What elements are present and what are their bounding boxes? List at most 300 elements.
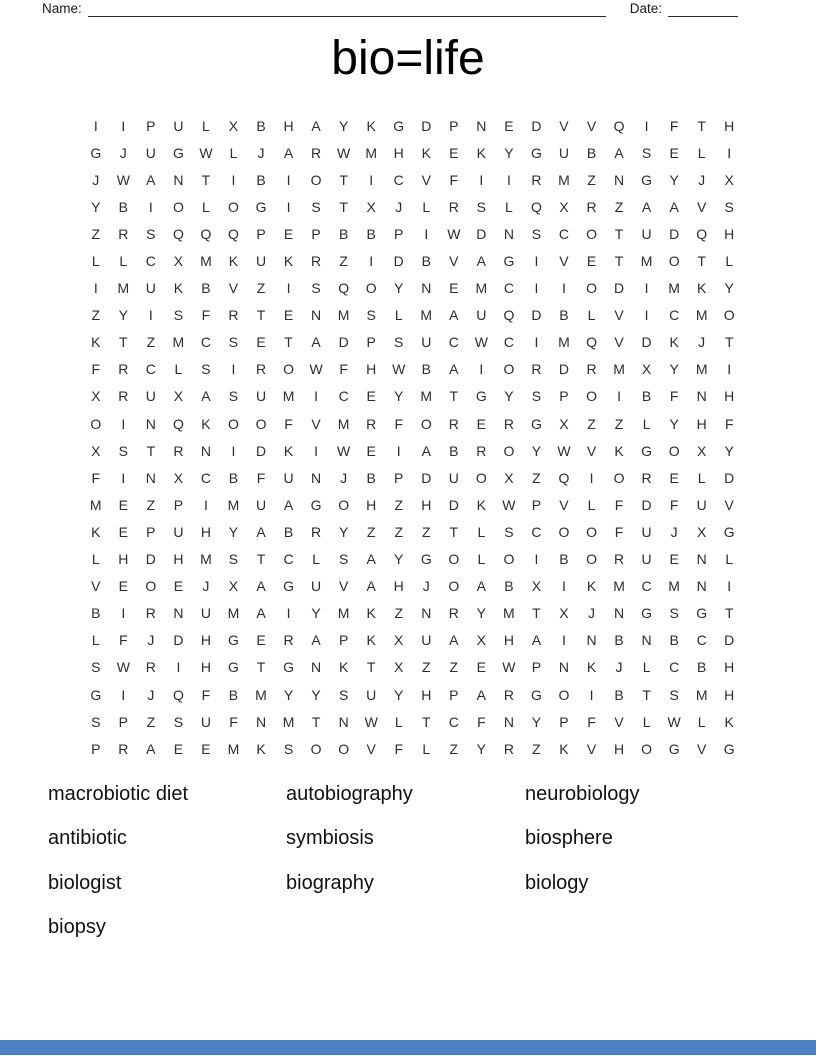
grid-letter: N bbox=[696, 578, 707, 595]
grid-letter: M bbox=[117, 280, 130, 297]
grid-letter: R bbox=[118, 740, 129, 757]
grid-letter: Z bbox=[146, 713, 156, 730]
grid-letter: O bbox=[503, 442, 515, 459]
grid-letter: O bbox=[90, 415, 102, 432]
grid-letter: W bbox=[199, 144, 213, 161]
grid-letter: O bbox=[228, 415, 239, 432]
word-list-item: biologist bbox=[48, 871, 122, 894]
grid-letter: K bbox=[228, 253, 239, 270]
grid-letter: Z bbox=[394, 523, 403, 540]
grid-letter: H bbox=[200, 659, 211, 676]
grid-letter: G bbox=[420, 551, 432, 568]
grid-letter: G bbox=[723, 740, 735, 757]
grid-letter: G bbox=[310, 496, 322, 513]
grid-letter: F bbox=[449, 171, 459, 188]
grid-letter: E bbox=[476, 415, 487, 432]
grid-letter: L bbox=[587, 496, 596, 513]
grid-letter: H bbox=[173, 551, 184, 568]
grid-letter: H bbox=[724, 686, 735, 703]
grid-letter: R bbox=[448, 415, 459, 432]
grid-letter: K bbox=[283, 253, 294, 270]
grid-letter: H bbox=[503, 632, 514, 649]
grid-letter: X bbox=[531, 578, 542, 595]
grid-letter: L bbox=[725, 551, 734, 568]
grid-letter: I bbox=[644, 280, 649, 297]
grid-letter: I bbox=[231, 171, 236, 188]
grid-letter: U bbox=[283, 469, 294, 486]
grid-letter: T bbox=[119, 334, 128, 351]
grid-letter: S bbox=[201, 361, 211, 378]
grid-letter: Y bbox=[394, 280, 404, 297]
grid-letter: N bbox=[696, 551, 707, 568]
grid-letter: I bbox=[286, 605, 291, 622]
grid-letter: N bbox=[586, 632, 597, 649]
grid-letter: P bbox=[91, 740, 101, 757]
grid-letter: K bbox=[91, 334, 101, 351]
grid-letter: O bbox=[338, 496, 350, 513]
name-blank-line bbox=[88, 2, 606, 17]
grid-letter: W bbox=[364, 713, 378, 730]
grid-letter: F bbox=[669, 496, 679, 513]
grid-letter: U bbox=[173, 117, 184, 134]
grid-letter: V bbox=[614, 307, 624, 324]
grid-letter: A bbox=[146, 171, 156, 188]
grid-letter: X bbox=[476, 632, 487, 649]
grid-letter: R bbox=[586, 361, 597, 378]
grid-letter: T bbox=[256, 551, 266, 568]
grid-letter: Q bbox=[613, 117, 625, 134]
grid-letter: I bbox=[534, 253, 539, 270]
grid-letter: V bbox=[586, 117, 597, 134]
grid-letter: U bbox=[145, 144, 156, 161]
grid-letter: L bbox=[587, 307, 596, 324]
grid-letter: M bbox=[337, 605, 350, 622]
grid-letter: I bbox=[589, 686, 594, 703]
grid-letter: R bbox=[228, 307, 239, 324]
grid-letter: W bbox=[116, 659, 130, 676]
grid-letter: V bbox=[586, 442, 597, 459]
grid-letter: M bbox=[200, 253, 212, 270]
grid-letter: F bbox=[339, 361, 348, 378]
grid-letter: N bbox=[503, 713, 514, 730]
grid-letter: Z bbox=[146, 496, 156, 513]
word-list-item: autobiography bbox=[286, 783, 413, 805]
grid-letter: A bbox=[449, 307, 459, 324]
grid-letter: R bbox=[173, 442, 184, 459]
grid-letter: X bbox=[394, 659, 404, 676]
grid-letter: C bbox=[448, 334, 459, 351]
grid-letter: P bbox=[118, 713, 128, 730]
grid-letter: V bbox=[697, 198, 707, 215]
grid-letter: B bbox=[421, 253, 431, 270]
grid-letter: J bbox=[92, 171, 100, 188]
grid-letter: Z bbox=[339, 253, 348, 270]
grid-letter: T bbox=[724, 605, 734, 622]
grid-letter: E bbox=[449, 144, 459, 161]
grid-letter: Y bbox=[531, 713, 542, 730]
grid-letter: V bbox=[559, 496, 569, 513]
grid-letter: F bbox=[614, 496, 624, 513]
grid-letter: B bbox=[228, 686, 239, 703]
grid-letter: O bbox=[255, 415, 267, 432]
grid-letter: N bbox=[641, 632, 652, 649]
grid-letter: M bbox=[227, 605, 240, 622]
word-list-item: biography bbox=[286, 871, 374, 894]
grid-letter: M bbox=[365, 144, 378, 161]
grid-letter: P bbox=[256, 225, 266, 242]
grid-letter: L bbox=[477, 523, 486, 540]
grid-letter: K bbox=[476, 496, 487, 513]
grid-letter: J bbox=[147, 686, 155, 703]
grid-letter: H bbox=[366, 361, 377, 378]
grid-letter: M bbox=[89, 496, 102, 513]
grid-letter: B bbox=[559, 307, 569, 324]
grid-letter: Z bbox=[394, 496, 403, 513]
grid-letter: X bbox=[697, 442, 707, 459]
grid-letter: X bbox=[559, 198, 569, 215]
grid-letter: L bbox=[642, 415, 651, 432]
grid-letter: S bbox=[146, 225, 156, 242]
grid-letter: B bbox=[421, 361, 431, 378]
grid-letter: M bbox=[200, 551, 212, 568]
grid-letter: U bbox=[200, 605, 211, 622]
grid-letter: Y bbox=[338, 523, 349, 540]
grid-letter: B bbox=[118, 198, 128, 215]
grid-letter: C bbox=[531, 523, 542, 540]
grid-letter: B bbox=[669, 632, 679, 649]
grid-letter: E bbox=[256, 334, 266, 351]
grid-letter: L bbox=[477, 551, 486, 568]
grid-letter: S bbox=[228, 334, 239, 351]
grid-letter: L bbox=[229, 144, 238, 161]
word-list bbox=[48, 779, 768, 957]
grid-letter: A bbox=[256, 578, 266, 595]
grid-letter: A bbox=[311, 117, 321, 134]
grid-letter: N bbox=[613, 171, 625, 188]
grid-letter: V bbox=[724, 496, 734, 513]
grid-letter: L bbox=[642, 713, 651, 730]
grid-letter: L bbox=[312, 551, 320, 568]
grid-letter: K bbox=[173, 280, 184, 297]
grid-letter: T bbox=[284, 334, 293, 351]
grid-letter: A bbox=[283, 144, 294, 161]
grid-letter: L bbox=[174, 361, 183, 378]
grid-letter: V bbox=[421, 171, 431, 188]
grid-letter: T bbox=[311, 713, 321, 730]
grid-letter: M bbox=[695, 686, 708, 703]
grid-letter: D bbox=[531, 307, 542, 324]
grid-letter: B bbox=[614, 686, 624, 703]
grid-letter: U bbox=[641, 551, 652, 568]
grid-letter: O bbox=[503, 551, 515, 568]
grid-letter: T bbox=[449, 388, 459, 405]
grid-letter: J bbox=[698, 171, 706, 188]
grid-letter: Y bbox=[724, 280, 734, 297]
grid-letter: E bbox=[173, 578, 184, 595]
grid-letter: Z bbox=[587, 171, 596, 188]
grid-letter: I bbox=[286, 280, 291, 297]
grid-letter: T bbox=[449, 523, 459, 540]
grid-letter: Q bbox=[558, 469, 570, 486]
grid-letter: O bbox=[448, 578, 460, 595]
grid-letter: F bbox=[201, 686, 211, 703]
grid-letter: F bbox=[119, 632, 128, 649]
grid-letter: M bbox=[420, 388, 433, 405]
grid-letter: W bbox=[392, 361, 406, 378]
grid-letter: Y bbox=[394, 388, 404, 405]
grid-letter: Z bbox=[614, 415, 624, 432]
grid-letter: A bbox=[311, 632, 321, 649]
grid-letter: A bbox=[366, 551, 376, 568]
grid-letter: I bbox=[644, 117, 649, 134]
grid-letter: M bbox=[668, 578, 680, 595]
grid-letter: E bbox=[256, 632, 266, 649]
grid-letter: E bbox=[118, 496, 128, 513]
grid-letter: T bbox=[256, 659, 266, 676]
grid-letter: N bbox=[200, 442, 211, 459]
grid-letter: W bbox=[116, 171, 130, 188]
grid-letter: F bbox=[614, 523, 624, 540]
puzzle-title: bio=life bbox=[331, 32, 485, 85]
grid-letter: C bbox=[338, 388, 349, 405]
grid-letter: S bbox=[173, 713, 184, 730]
grid-letter: K bbox=[586, 659, 597, 676]
grid-letter: I bbox=[148, 198, 153, 215]
grid-letter: O bbox=[448, 551, 460, 568]
grid-letter: V bbox=[311, 415, 321, 432]
grid-letter: I bbox=[562, 632, 566, 649]
grid-letter: S bbox=[641, 144, 652, 161]
grid-letter: W bbox=[502, 659, 516, 676]
grid-letter: B bbox=[504, 578, 514, 595]
grid-letter: U bbox=[448, 469, 459, 486]
grid-letter: P bbox=[449, 686, 459, 703]
grid-letter: U bbox=[255, 388, 267, 405]
grid-letter: O bbox=[586, 388, 597, 405]
grid-letter: P bbox=[394, 225, 404, 242]
grid-letter: I bbox=[369, 171, 374, 188]
grid-letter: O bbox=[586, 280, 597, 297]
grid-letter: H bbox=[283, 117, 294, 134]
grid-letter: N bbox=[311, 659, 322, 676]
grid-letter: L bbox=[697, 469, 706, 486]
grid-letter: I bbox=[534, 280, 539, 297]
grid-letter: I bbox=[506, 171, 511, 188]
grid-letter: O bbox=[723, 307, 735, 324]
grid-letter: I bbox=[176, 659, 181, 676]
grid-letter: I bbox=[93, 280, 98, 297]
grid-letter: S bbox=[91, 659, 101, 676]
grid-letter: K bbox=[421, 144, 431, 161]
word-list-item: biosphere bbox=[525, 827, 613, 850]
grid-letter: F bbox=[587, 713, 596, 730]
grid-letter: O bbox=[558, 523, 570, 540]
grid-letter: K bbox=[724, 713, 734, 730]
grid-letter: O bbox=[420, 415, 432, 432]
grid-letter: L bbox=[91, 551, 100, 568]
grid-letter: M bbox=[558, 171, 570, 188]
grid-letter: H bbox=[724, 388, 735, 405]
grid-letter: Z bbox=[587, 415, 596, 432]
grid-letter: G bbox=[723, 523, 735, 540]
grid-letter: D bbox=[641, 496, 652, 513]
grid-letter: C bbox=[283, 551, 294, 568]
grid-letter: C bbox=[669, 659, 680, 676]
grid-letter: G bbox=[696, 605, 708, 622]
grid-letter: O bbox=[641, 740, 653, 757]
grid-letter: G bbox=[530, 144, 542, 161]
grid-letter: Z bbox=[614, 198, 624, 215]
grid-letter: L bbox=[91, 632, 100, 649]
grid-letter: W bbox=[337, 442, 351, 459]
grid-letter: Y bbox=[504, 388, 514, 405]
grid-letter: I bbox=[121, 686, 126, 703]
grid-letter: T bbox=[146, 442, 156, 459]
grid-letter: B bbox=[366, 225, 376, 242]
grid-letter: A bbox=[476, 686, 487, 703]
grid-letter: C bbox=[503, 334, 514, 351]
grid-letter: T bbox=[697, 253, 706, 270]
grid-letter: Y bbox=[669, 171, 679, 188]
grid-letter: B bbox=[614, 632, 624, 649]
grid-letter: I bbox=[286, 198, 291, 215]
grid-letter: H bbox=[724, 659, 735, 676]
grid-letter: A bbox=[641, 198, 652, 215]
grid-letter: V bbox=[586, 740, 597, 757]
grid-letter: C bbox=[558, 225, 570, 242]
grid-letter: R bbox=[531, 171, 542, 188]
grid-letter: V bbox=[366, 740, 376, 757]
grid-letter: K bbox=[256, 740, 266, 757]
grid-letter: F bbox=[724, 415, 734, 432]
grid-letter: G bbox=[475, 388, 487, 405]
grid-letter: Q bbox=[696, 225, 708, 242]
grid-letter: X bbox=[394, 632, 404, 649]
grid-letter: C bbox=[669, 307, 680, 324]
grid-letter: U bbox=[145, 388, 156, 405]
grid-letter: L bbox=[422, 198, 431, 215]
grid-letter: L bbox=[642, 659, 651, 676]
grid-letter: N bbox=[173, 605, 184, 622]
grid-letter: O bbox=[668, 442, 680, 459]
grid-letter: U bbox=[421, 334, 432, 351]
grid-letter: E bbox=[118, 578, 128, 595]
grid-letter: D bbox=[421, 469, 432, 486]
grid-letter: R bbox=[145, 659, 156, 676]
grid-letter: Q bbox=[338, 280, 350, 297]
grid-letter: A bbox=[366, 578, 376, 595]
date-label: Date: bbox=[629, 1, 663, 16]
grid-letter: R bbox=[503, 740, 514, 757]
grid-letter: S bbox=[531, 388, 542, 405]
grid-letter: Y bbox=[311, 605, 321, 622]
grid-letter: Y bbox=[394, 686, 404, 703]
grid-letter: A bbox=[256, 605, 266, 622]
grid-letter: Q bbox=[586, 334, 597, 351]
grid-letter: M bbox=[613, 361, 625, 378]
grid-letter: K bbox=[91, 523, 101, 540]
grid-letter: O bbox=[613, 469, 625, 486]
grid-letter: M bbox=[337, 415, 350, 432]
grid-letter: I bbox=[727, 144, 732, 161]
grid-letter: M bbox=[640, 253, 653, 270]
grid-letter: T bbox=[256, 307, 266, 324]
grid-letter: Z bbox=[366, 523, 376, 540]
grid-letter: O bbox=[310, 740, 322, 757]
grid-letter: S bbox=[118, 442, 128, 459]
grid-letter: K bbox=[476, 144, 487, 161]
grid-letter: G bbox=[228, 632, 239, 649]
grid-letter: O bbox=[475, 469, 487, 486]
grid-letter: F bbox=[201, 307, 211, 324]
grid-letter: N bbox=[696, 388, 707, 405]
grid-letter: V bbox=[338, 578, 349, 595]
grid-letter: I bbox=[231, 361, 236, 378]
grid-letter: P bbox=[338, 632, 349, 649]
grid-letter: W bbox=[309, 361, 323, 378]
grid-letter: H bbox=[118, 551, 129, 568]
grid-letter: H bbox=[613, 740, 625, 757]
grid-letter: H bbox=[200, 632, 211, 649]
grid-letter: R bbox=[448, 198, 459, 215]
grid-letter: S bbox=[724, 198, 734, 215]
grid-letter: S bbox=[311, 198, 321, 215]
grid-letter: Y bbox=[338, 117, 349, 134]
grid-letter: B bbox=[366, 469, 376, 486]
grid-letter: Q bbox=[172, 415, 184, 432]
grid-letter: A bbox=[311, 334, 321, 351]
grid-letter: G bbox=[172, 144, 184, 161]
grid-letter: J bbox=[395, 198, 403, 215]
grid-letter: V bbox=[697, 740, 707, 757]
grid-letter: R bbox=[641, 469, 652, 486]
grid-letter: V bbox=[449, 253, 459, 270]
grid-letter: C bbox=[393, 171, 404, 188]
grid-letter: P bbox=[146, 523, 156, 540]
grid-letter: B bbox=[338, 225, 349, 242]
grid-letter: M bbox=[475, 280, 488, 297]
grid-letter: X bbox=[173, 253, 184, 270]
grid-letter: E bbox=[669, 144, 679, 161]
grid-letter: J bbox=[257, 144, 265, 161]
grid-letter: L bbox=[394, 307, 403, 324]
grid-letter: A bbox=[476, 578, 487, 595]
grid-letter: G bbox=[283, 578, 294, 595]
grid-letter: K bbox=[366, 605, 376, 622]
grid-letter: D bbox=[338, 334, 349, 351]
grid-letter: R bbox=[503, 415, 514, 432]
grid-letter: E bbox=[366, 442, 376, 459]
grid-letter: X bbox=[559, 415, 569, 432]
grid-letter: I bbox=[534, 551, 539, 568]
grid-letter: B bbox=[586, 144, 597, 161]
grid-letter: W bbox=[667, 713, 681, 730]
word-list-column-2 bbox=[286, 779, 525, 957]
grid-letter: N bbox=[338, 713, 349, 730]
grid-letter: Q bbox=[530, 198, 542, 215]
grid-letter: U bbox=[255, 253, 267, 270]
grid-letter: I bbox=[231, 442, 236, 459]
grid-letter: T bbox=[201, 171, 211, 188]
grid-letter: K bbox=[669, 334, 679, 351]
grid-letter: H bbox=[200, 523, 211, 540]
grid-letter: F bbox=[669, 117, 679, 134]
word-list-item: antibiotic bbox=[48, 827, 127, 850]
grid-letter: V bbox=[614, 713, 624, 730]
grid-letter: Z bbox=[394, 605, 403, 622]
grid-letter: R bbox=[311, 253, 322, 270]
grid-letter: M bbox=[337, 307, 350, 324]
